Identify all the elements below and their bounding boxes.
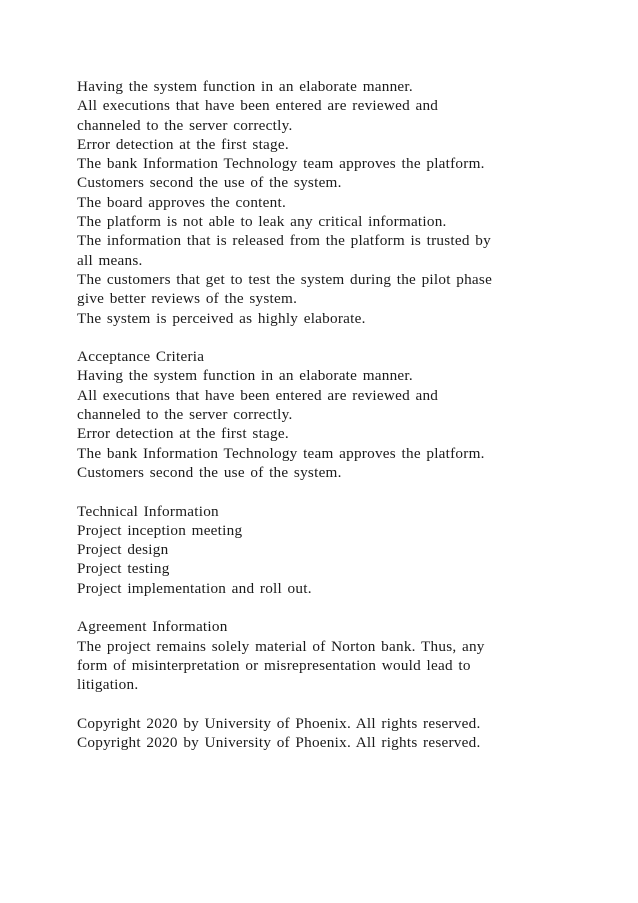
intro-line: The board approves the content.	[77, 193, 287, 211]
document-body	[77, 77, 553, 772]
acceptance-line: Having the system function in an elaborate manner.	[77, 367, 413, 385]
intro-line: Customers second the use of the system.	[77, 174, 342, 192]
acceptance-line: channeled to the server correctly.	[77, 406, 293, 424]
technical-line: Project implementation and roll out.	[77, 579, 312, 597]
technical-section	[77, 502, 553, 598]
acceptance-line: Error detection at the first stage.	[77, 425, 289, 443]
copyright-line: Copyright 2020 by University of Phoenix. All rights reserved.	[77, 714, 481, 732]
copyright-section	[77, 714, 553, 753]
acceptance-line: The bank Information Technology team approves the platform.	[77, 444, 485, 462]
acceptance-line: All executions that have been entered are reviewed and	[77, 386, 439, 404]
technical-heading: Technical Information	[77, 502, 219, 520]
intro-line: The platform is not able to leak any critical information.	[77, 213, 447, 231]
technical-line: Project inception meeting	[77, 521, 243, 539]
agreement-heading: Agreement Information	[77, 618, 228, 636]
technical-line: Project testing	[77, 560, 170, 578]
intro-line: The system is perceived as highly elaborate.	[77, 309, 366, 327]
technical-line: Project design	[77, 541, 169, 559]
intro-line: give better reviews of the system.	[77, 290, 298, 308]
agreement-section	[77, 617, 553, 694]
intro-line: All executions that have been entered are reviewed and	[77, 97, 439, 115]
intro-line: The bank Information Technology team approves the platform.	[77, 155, 485, 173]
acceptance-section	[77, 347, 553, 482]
intro-line: channeled to the server correctly.	[77, 116, 293, 134]
copyright-line: Copyright 2020 by University of Phoenix. All rights reserved.	[77, 734, 481, 752]
acceptance-heading: Acceptance Criteria	[77, 348, 205, 366]
agreement-line: litigation.	[77, 676, 139, 694]
intro-line: The information that is released from the platform is trusted by	[77, 232, 491, 250]
intro-line: Error detection at the first stage.	[77, 135, 289, 153]
intro-line: Having the system function in an elaborate manner.	[77, 78, 413, 95]
intro-section	[77, 77, 553, 328]
acceptance-line: Customers second the use of the system.	[77, 463, 342, 481]
intro-line: The customers that get to test the system during the pilot phase	[77, 270, 493, 288]
agreement-line: form of misinterpretation or misrepresentation would lead to	[77, 656, 471, 674]
intro-line: all means.	[77, 251, 143, 269]
agreement-line: The project remains solely material of Norton bank. Thus, any	[77, 637, 485, 655]
